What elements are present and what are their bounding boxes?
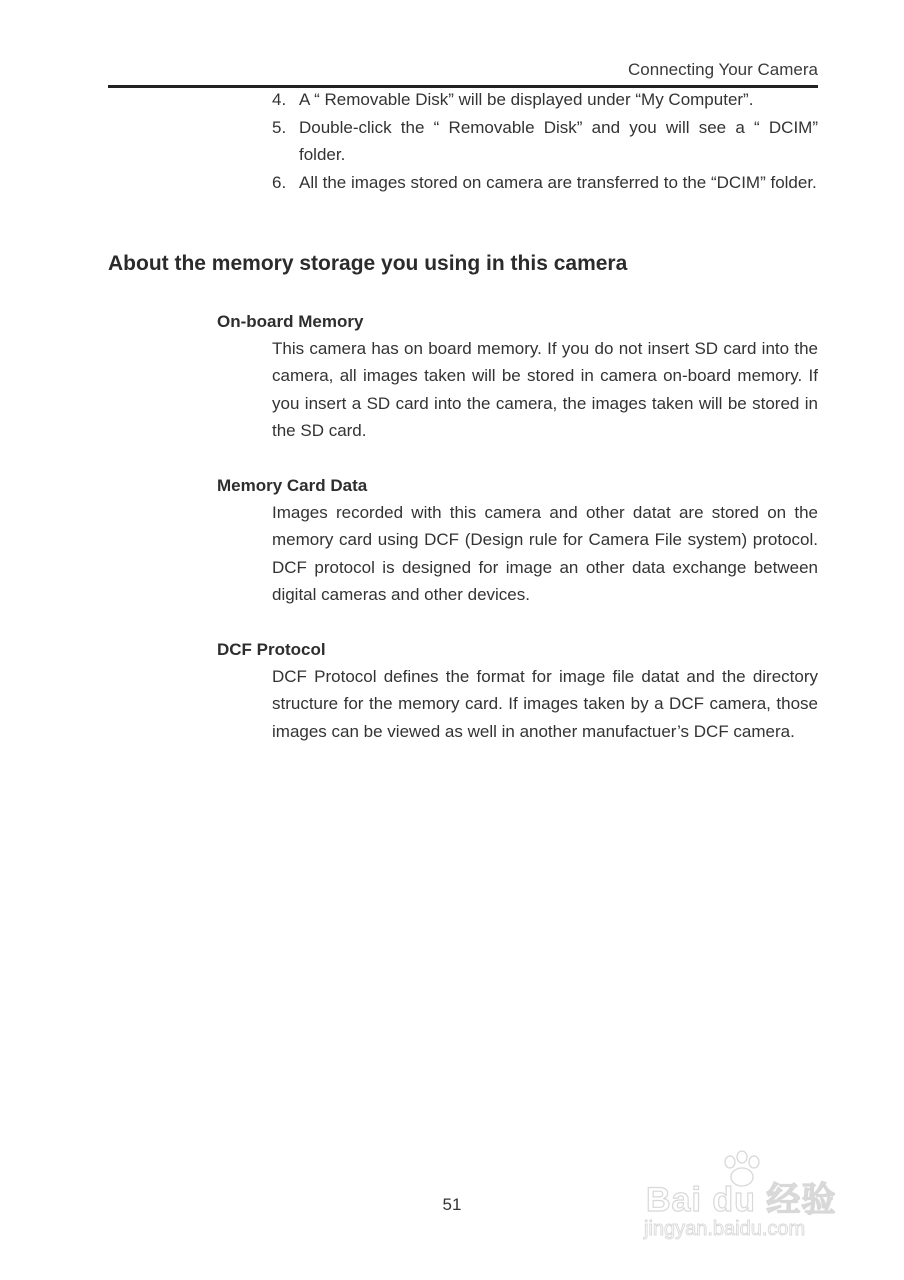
step-number: 6. [272, 172, 287, 192]
step-text: A “ Removable Disk” will be displayed under “My Computer”. [299, 90, 754, 109]
step-text: Double-click the “ Removable Disk” and you will see a “ DCIM” folder. [299, 117, 818, 164]
list-item [272, 169, 818, 197]
page-number: 51 [442, 1195, 462, 1214]
subsection-dcf-protocol [217, 636, 818, 745]
step-text: All the images stored on camera are transferred to the “DCIM” folder. [299, 172, 817, 192]
step-number: 4. [272, 90, 287, 109]
step-number: 5. [272, 117, 287, 137]
watermark-url: jingyan.baidu.com [644, 1218, 806, 1240]
subsection-heading: Memory Card Data [217, 476, 368, 495]
section-title: About the memory storage you using in this camera [108, 252, 628, 275]
subsection-onboard-memory [217, 308, 818, 445]
subsection-body: This camera has on board memory. If you do not insert SD card into the camera, all images taken will be stored in camera on-board memory. If you insert a SD card into the camera, the images taken will be stored in the SD card. [272, 339, 818, 441]
subsection-heading: DCF Protocol [217, 640, 326, 659]
baidu-watermark [640, 1150, 860, 1250]
list-item [272, 114, 818, 169]
watermark-brand: Bai du 经验 [646, 1181, 837, 1219]
list-item [272, 86, 818, 114]
subsection-heading: On-board Memory [217, 312, 364, 331]
running-head-title: Connecting Your Camera [628, 60, 818, 79]
subsection-body: Images recorded with this camera and other datat are stored on the memory card using DCF (Design rule for Camera File system) protocol. DCF protocol is designed for image an other data exchange between digital cameras and other devices. [272, 503, 818, 605]
subsection-body: DCF Protocol defines the format for image file datat and the directory structure for the memory card. If images taken by a DCF camera, those images can be viewed as well in another manufactuer’s DCF camera. [272, 667, 818, 741]
subsection-memory-card-data [217, 472, 818, 609]
steps-list [272, 86, 818, 196]
